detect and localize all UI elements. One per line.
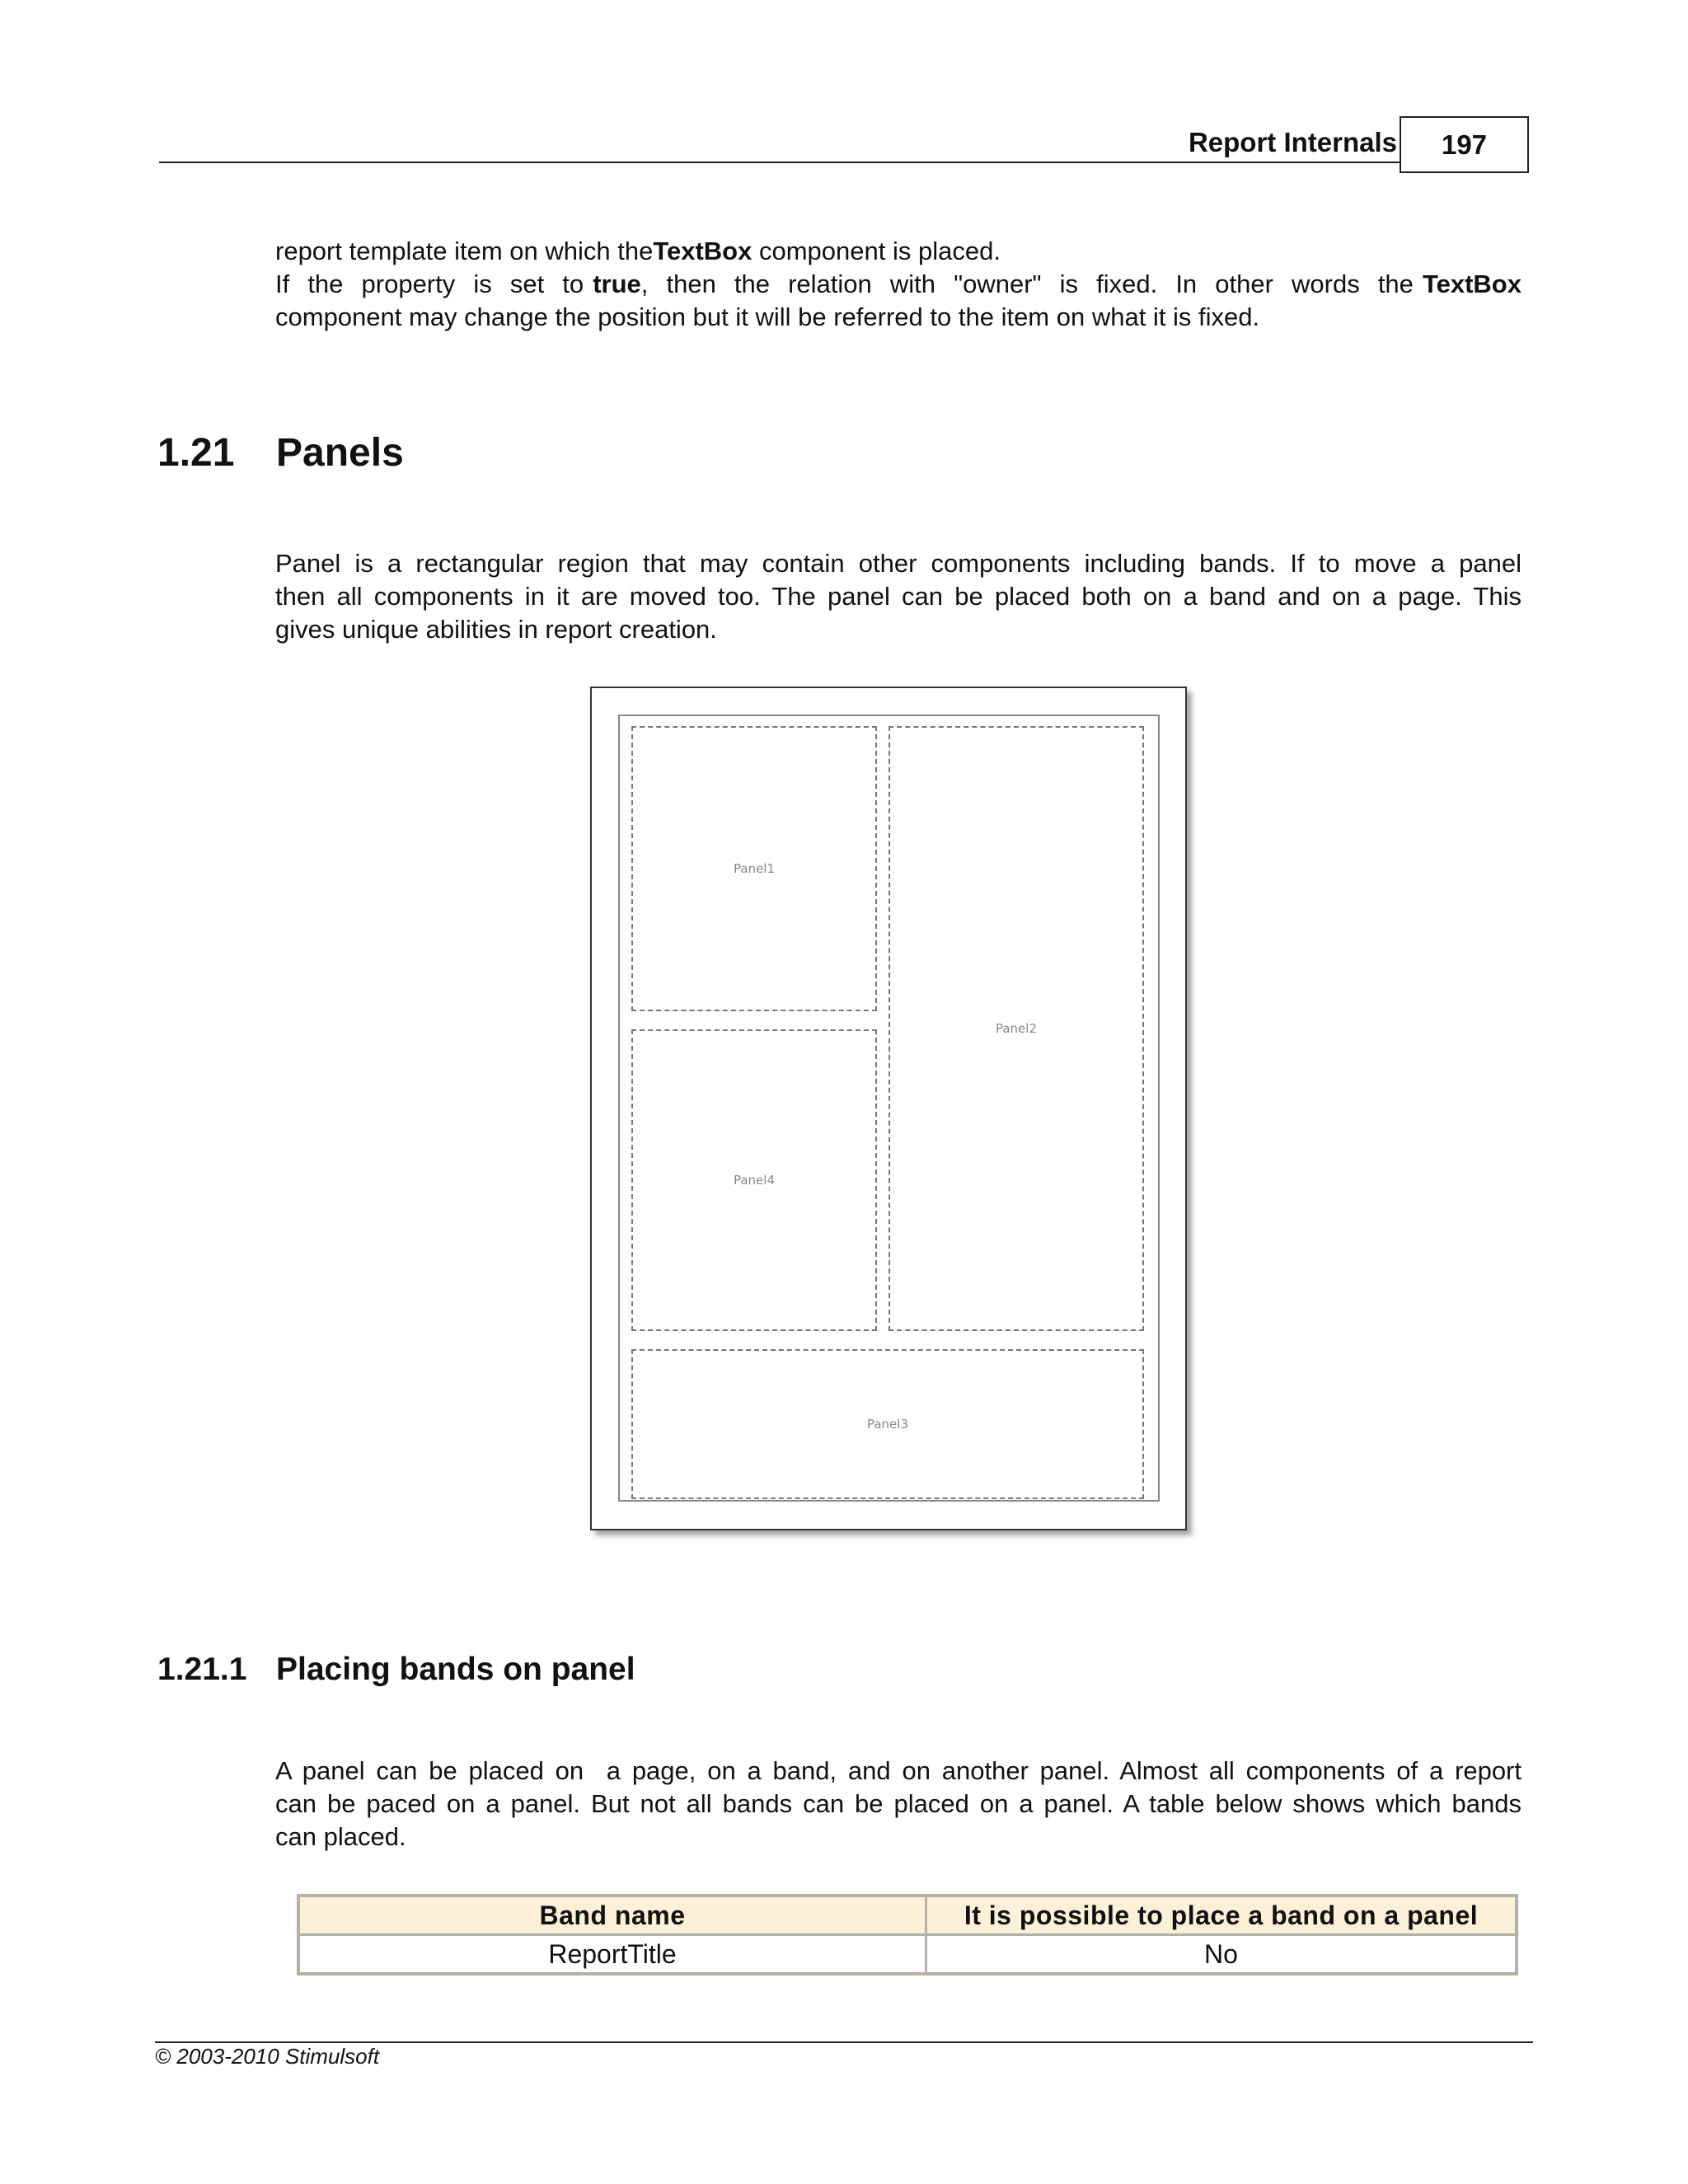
subsection-number: 1.21.1	[157, 1652, 247, 1687]
panels-line: gives unique abilities in report creation.	[275, 615, 717, 644]
panel-3	[631, 1349, 1144, 1499]
intro-line-2	[275, 268, 1522, 301]
panel-label: Panel4	[733, 1173, 775, 1188]
subsection-title: Placing bands on panel	[276, 1652, 635, 1687]
table-header-row	[298, 1896, 1517, 1935]
panel-2	[889, 726, 1144, 1331]
panel-1	[631, 726, 877, 1011]
textbox-term: TextBox	[1422, 269, 1522, 298]
column-header-possible: It is possible to place a band on a panel	[926, 1896, 1517, 1935]
subsection-heading	[157, 1652, 635, 1688]
running-header-title: Report Internals	[1188, 127, 1397, 157]
table-cell: ReportTitle	[298, 1935, 926, 1975]
panel-label: Panel1	[733, 861, 775, 876]
column-header-band-name: Band name	[298, 1896, 926, 1935]
intro-text: , then the relation with "owner" is fixed. In other words the	[640, 269, 1423, 298]
band-table	[297, 1894, 1518, 1975]
panel-4	[631, 1029, 877, 1331]
panel-label: Panel2	[995, 1021, 1037, 1036]
intro-paragraph	[275, 235, 1522, 334]
intro-text: component is placed.	[752, 237, 1001, 265]
intro-text: If the property is set to	[275, 269, 593, 298]
placing-line: can be paced on a panel. But not all bands can be placed on a panel. A table below shows which bands	[275, 1789, 1522, 1818]
header-rule	[159, 162, 1400, 163]
intro-line-1	[275, 235, 1522, 268]
panels-paragraph	[275, 547, 1522, 646]
panels-line: Panel is a rectangular region that may contain other components including bands. If to move a panel	[275, 549, 1522, 578]
intro-line-3: component may change the position but it will be referred to the item on what it is fixed.	[275, 302, 1260, 331]
intro-text: report template item on which the	[275, 237, 654, 265]
panel-label: Panel3	[866, 1417, 908, 1432]
section-heading	[157, 430, 404, 476]
page-frame	[618, 715, 1160, 1502]
panels-figure	[590, 687, 1187, 1530]
page-number: 197	[1400, 116, 1529, 173]
placing-line: can placed.	[275, 1822, 406, 1851]
table-row	[298, 1935, 1517, 1975]
table-cell: No	[926, 1935, 1517, 1975]
placing-line: A panel can be placed on a page, on a band, and on another panel. Almost all components of a report	[275, 1756, 1522, 1785]
textbox-term: TextBox	[653, 237, 753, 265]
section-number: 1.21	[157, 431, 235, 475]
panels-line: then all components in it are moved too. The panel can be placed both on a band and on a page. This	[275, 582, 1522, 611]
placing-paragraph	[275, 1755, 1522, 1854]
true-term: true	[593, 269, 641, 298]
footer-rule	[155, 2041, 1533, 2043]
section-title: Panels	[276, 431, 404, 475]
footer-copyright: © 2003-2010 Stimulsoft	[155, 2044, 380, 2069]
